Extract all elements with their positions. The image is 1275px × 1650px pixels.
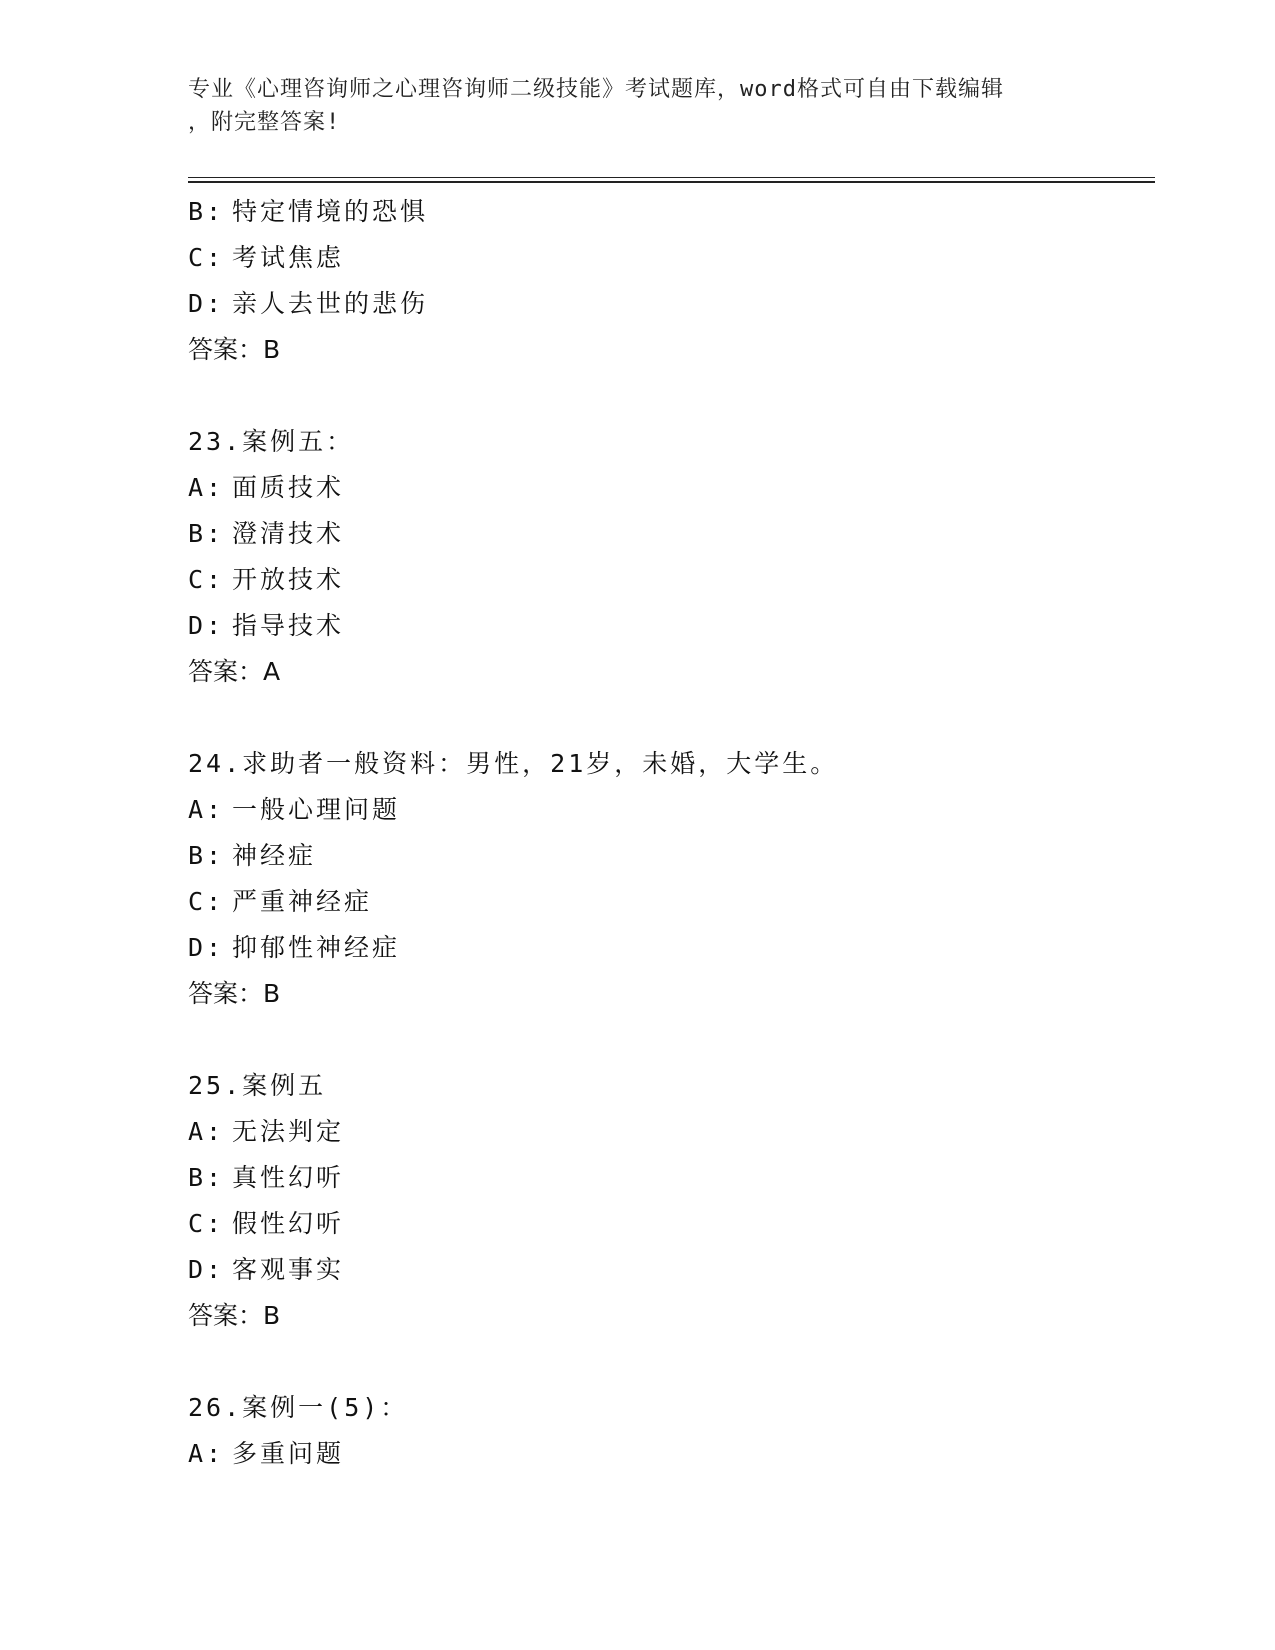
option-a: A: 面质技术 bbox=[188, 473, 345, 502]
option-b: B: 真性幻听 bbox=[188, 1163, 345, 1192]
option-b: B: 神经症 bbox=[188, 841, 317, 870]
question-stem: 25.案例五 bbox=[188, 1071, 327, 1100]
spacer bbox=[188, 695, 1148, 741]
option-a: A: 无法判定 bbox=[188, 1117, 345, 1146]
answer-line: 答案：A bbox=[188, 657, 281, 686]
header-line-2: ，附完整答案! bbox=[188, 110, 341, 135]
option-c: C: 开放技术 bbox=[188, 565, 345, 594]
spacer bbox=[188, 1339, 1148, 1385]
option-c: C: 考试焦虑 bbox=[188, 243, 345, 272]
document-header bbox=[188, 73, 1068, 139]
option-d: D: 亲人去世的悲伤 bbox=[188, 289, 429, 318]
answer-line: 答案：B bbox=[188, 979, 281, 1008]
header-rule-thin bbox=[188, 177, 1155, 178]
option-d: D: 客观事实 bbox=[188, 1255, 345, 1284]
option-a: A: 多重问题 bbox=[188, 1439, 345, 1468]
answer-line: 答案：B bbox=[188, 1301, 281, 1330]
option-d: D: 抑郁性神经症 bbox=[188, 933, 401, 962]
option-a: A: 一般心理问题 bbox=[188, 795, 401, 824]
answer-line: 答案：B bbox=[188, 335, 281, 364]
option-d: D: 指导技术 bbox=[188, 611, 345, 640]
header-line-1: 专业《心理咨询师之心理咨询师二级技能》考试题库，word格式可自由下载编辑 bbox=[188, 77, 1004, 102]
question-stem: 26.案例一(5)： bbox=[188, 1393, 409, 1422]
option-b: B: 澄清技术 bbox=[188, 519, 345, 548]
question-stem: 23.案例五： bbox=[188, 427, 355, 456]
question-list bbox=[188, 189, 1148, 1477]
spacer bbox=[188, 373, 1148, 419]
option-c: C: 严重神经症 bbox=[188, 887, 373, 916]
question-stem: 24.求助者一般资料：男性，21岁，未婚，大学生。 bbox=[188, 749, 839, 778]
spacer bbox=[188, 1017, 1148, 1063]
option-c: C: 假性幻听 bbox=[188, 1209, 345, 1238]
option-b: B: 特定情境的恐惧 bbox=[188, 197, 429, 226]
header-rule-thick bbox=[188, 181, 1155, 183]
